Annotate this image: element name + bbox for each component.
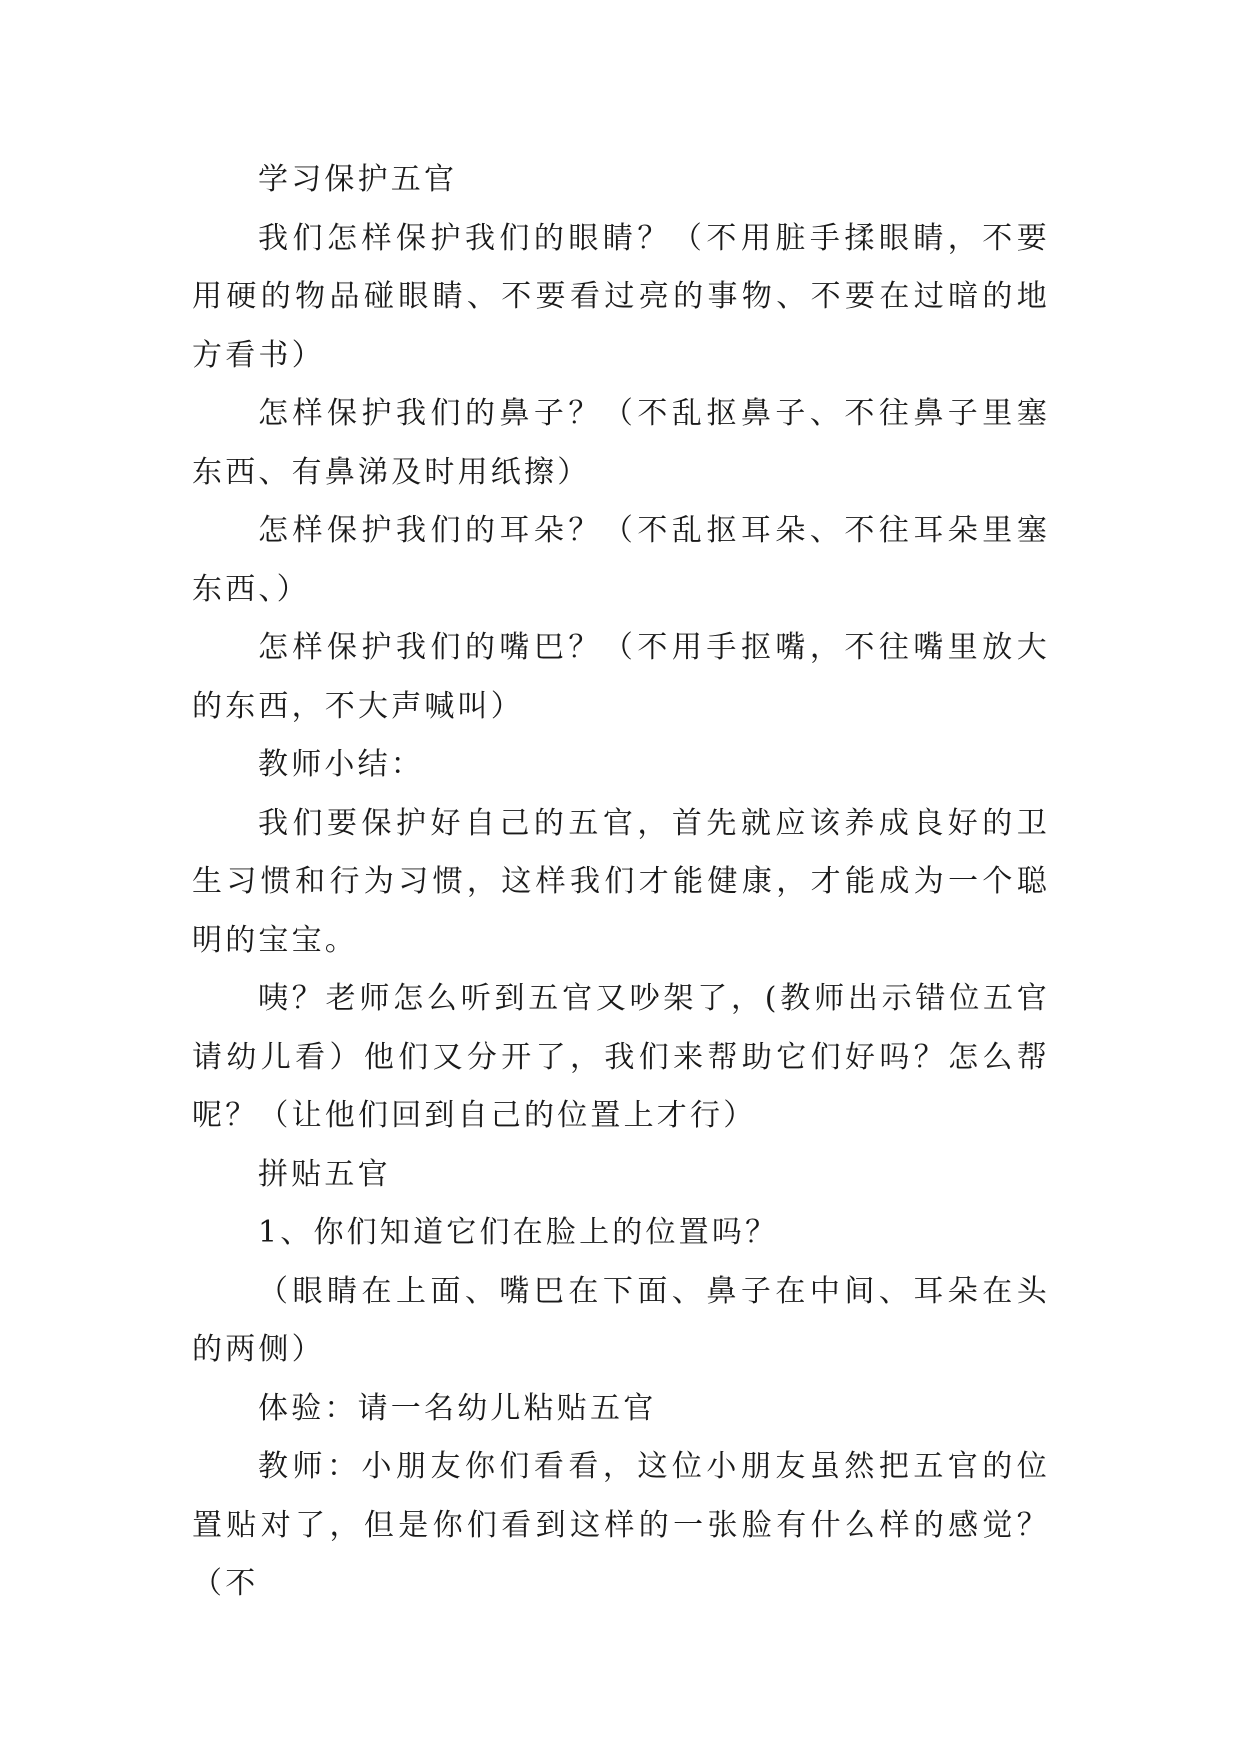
- section-heading-collage: 拼贴五官: [258, 1156, 391, 1192]
- paragraph-mouth: 怎样保护我们的嘴巴？（不用手抠嘴，不往嘴里放大的东西，不大声喊叫）: [192, 630, 1050, 724]
- section-heading-protect-facial-features: 学习保护五官: [258, 162, 458, 197]
- paragraph-teacher-summary-label: 教师小结：: [258, 747, 424, 782]
- paragraph-ears: 怎样保护我们的耳朵？（不乱抠耳朵、不往耳朵里塞东西、）: [192, 513, 1050, 607]
- paragraph-question-1: 1、你们知道它们在脸上的位置吗？: [258, 1215, 779, 1250]
- paragraph-eyes: 我们怎样保护我们的眼睛？（不用脏手揉眼睛，不要用硬的物品碰眼睛、不要看过亮的事物、不要在过暗的地方看书）: [192, 220, 1050, 373]
- paragraph-misplaced-features: 咦？老师怎么听到五官又吵架了，(教师出示错位五官请幼儿看）他们又分开了，我们来帮助它们好吗？怎么帮呢？（让他们回到自己的位置上才行）: [192, 981, 1050, 1133]
- paragraph-answer-1: （眼睛在上面、嘴巴在下面、鼻子在中间、耳朵在头的两侧）: [192, 1273, 1050, 1367]
- paragraph-experience: 体验：请一名幼儿粘贴五官: [258, 1390, 657, 1426]
- document-page: [192, 151, 1050, 1614]
- paragraph-teacher-question: 教师：小朋友你们看看，这位小朋友虽然把五官的位置贴对了，但是你们看到这样的一张脸有什么样的感觉？（不: [192, 1449, 1050, 1601]
- paragraph-nose: 怎样保护我们的鼻子？（不乱抠鼻子、不往鼻子里塞东西、有鼻涕及时用纸擦）: [192, 396, 1050, 490]
- paragraph-teacher-summary: 我们要保护好自己的五官，首先就应该养成良好的卫生习惯和行为习惯，这样我们才能健康，才能成为一个聪明的宝宝。: [192, 805, 1050, 958]
